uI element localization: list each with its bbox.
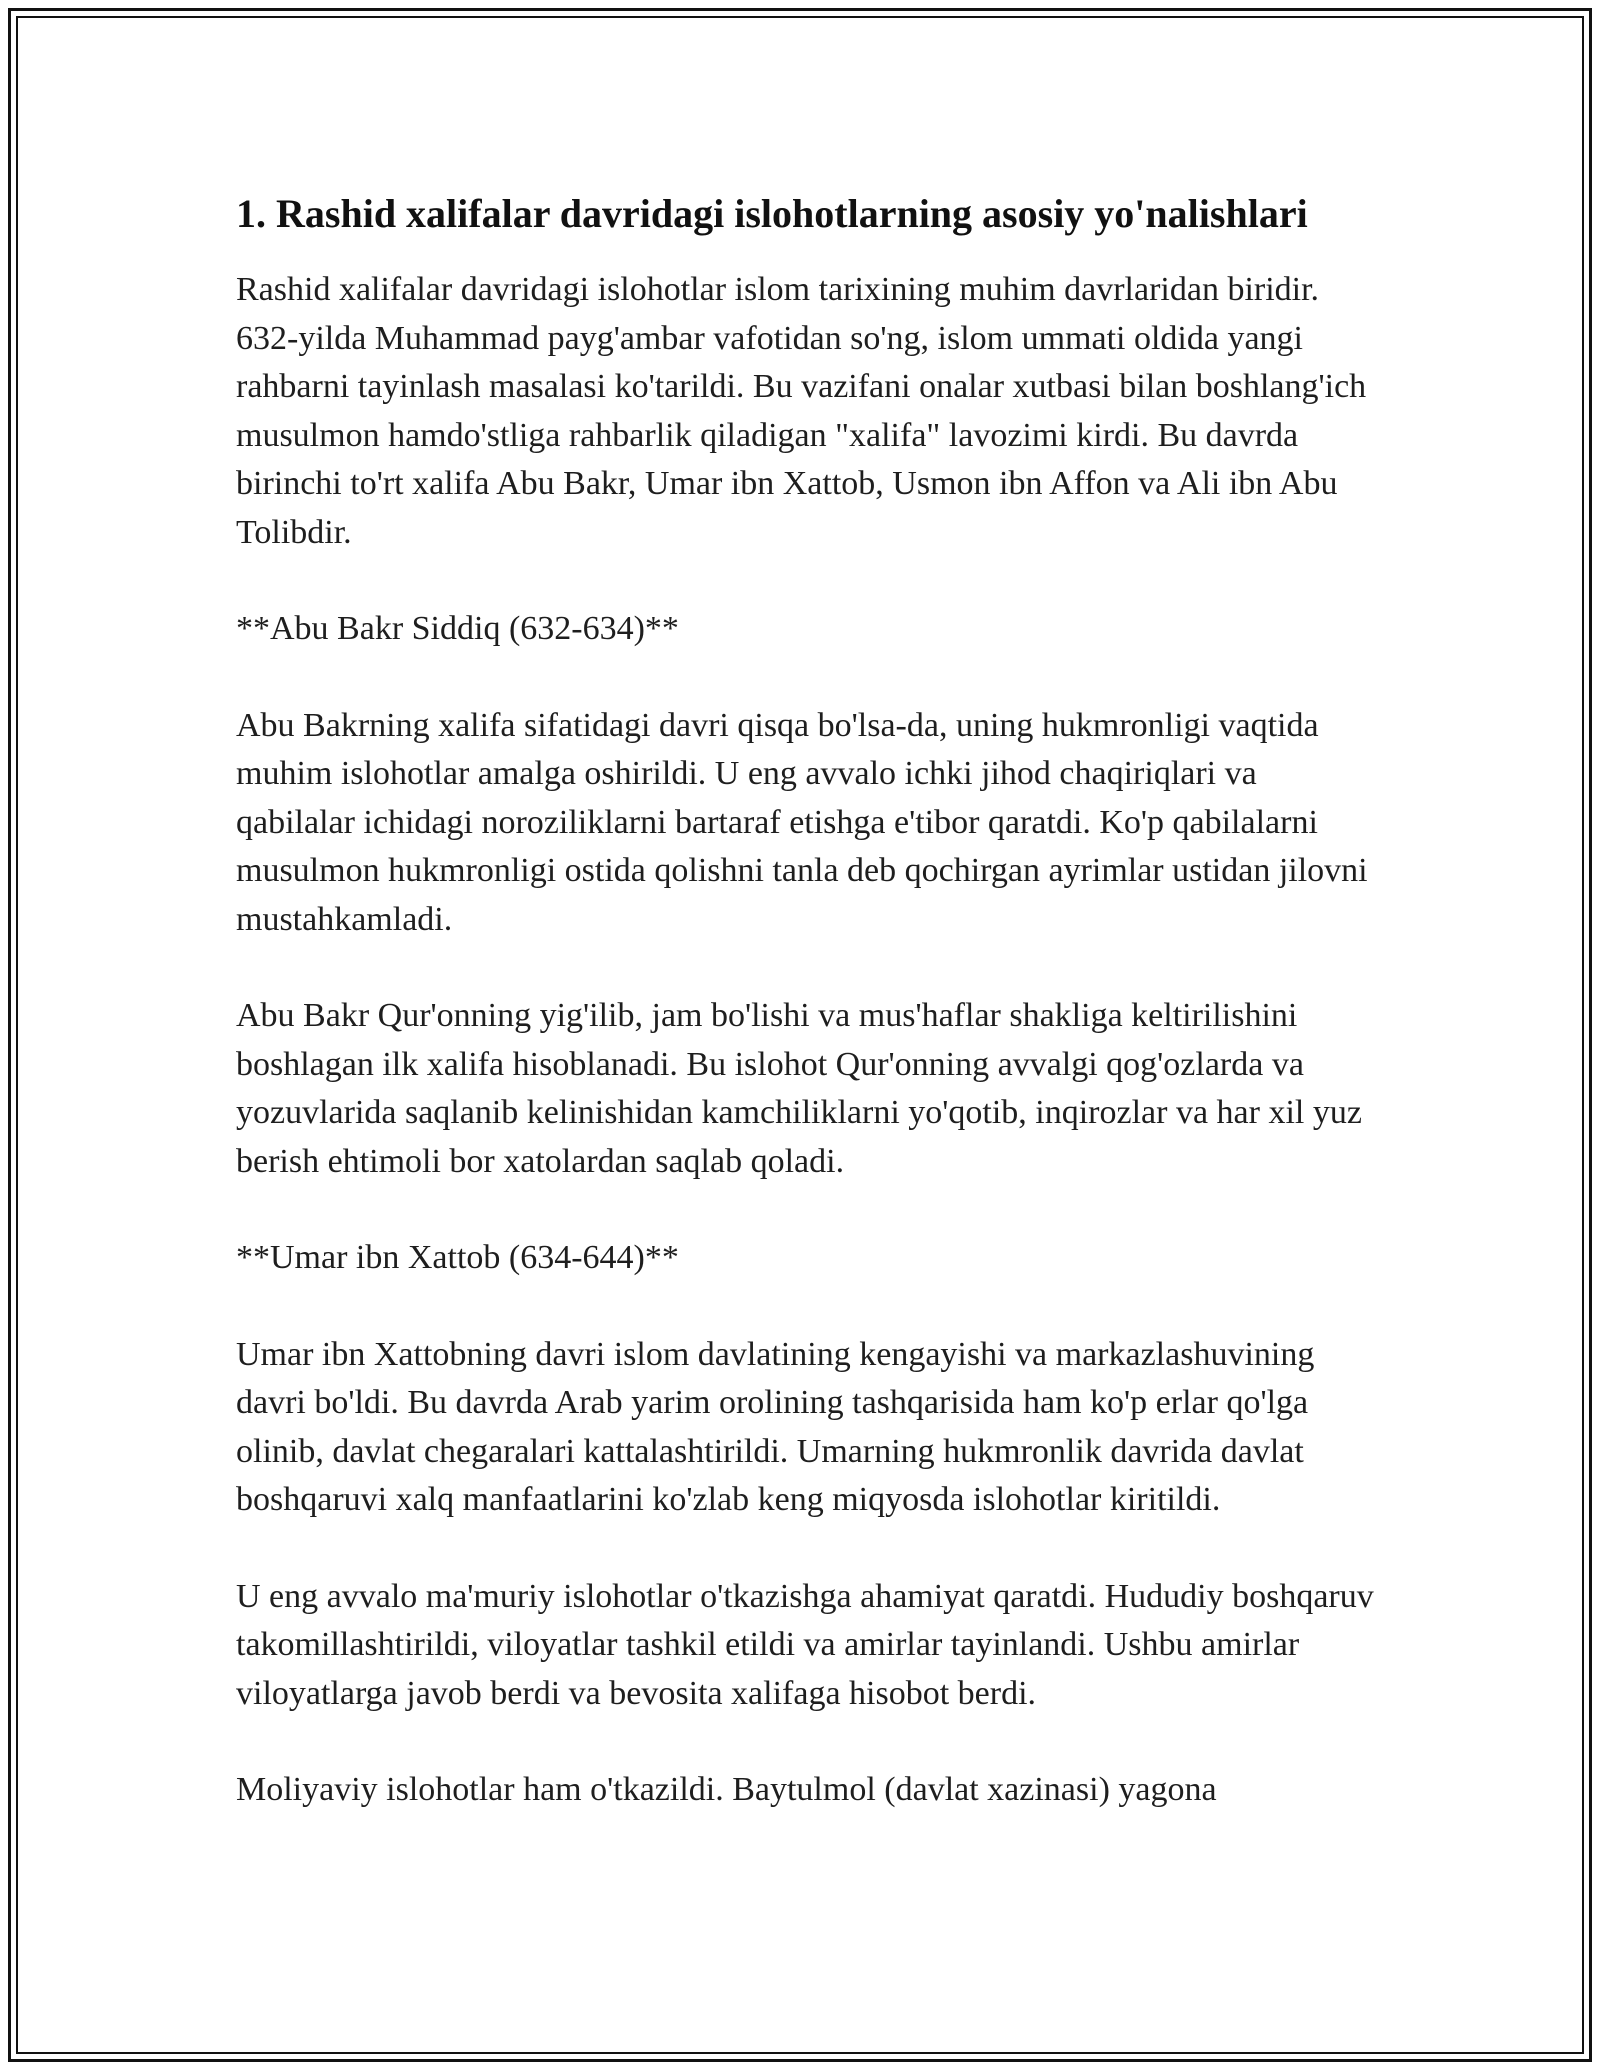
section-heading-umar: **Umar ibn Xattob (634-644)** (236, 1239, 679, 1276)
document-title: 1. Rashid xalifalar davridagi islohotlarning asosiy yo'nalishlari (236, 191, 1308, 236)
paragraph-umar-administration: U eng avvalo ma'muriy islohotlar o'tkazishga ahamiyat qaratdi. Hududiy boshqaruv takomillashtirildi, viloyatlar tashkil etildi va amirlar tayinlandi. Ushbu amirlar viloyatlarga javob berdi va bevosita xalifaga hisobot berdi. (236, 1577, 1374, 1712)
paragraph-abu-bakr-reign: Abu Bakrning xalifa sifatidagi davri qisqa bo'lsa-da, uning hukmronligi vaqtida muhim islohotlar amalga oshirildi. U eng avvalo ichki jihod chaqiriqlari va qabilalar ichidagi noroziliklarni bartaraf etishga e'tibor qaratdi. Ko'p qabilalarni musulmon hukmronligi ostida qolishni tanla deb qochirgan ayrimlar ustidan jilovni mustahkamladi. (236, 706, 1368, 938)
section-heading-abu-bakr: **Abu Bakr Siddiq (632-634)** (236, 610, 679, 647)
document-body (236, 188, 1376, 1815)
paragraph-umar-reign: Umar ibn Xattobning davri islom davlatining kengayishi va markazlashuvining davri bo'ldi. Bu davrda Arab yarim orolining tashqarisida ham ko'p erlar qo'lga olinib, davlat chegaralari kattalashtirildi. Umarning hukmronlik davrida davlat boshqaruvi xalq manfaatlarini ko'zlab keng miqyosda islohotlar kiritildi. (236, 1335, 1315, 1518)
paragraph-abu-bakr-quran: Abu Bakr Qur'onning yig'ilib, jam bo'lishi va mus'haflar shakliga keltirilishini boshlagan ilk xalifa hisoblanadi. Bu islohot Qur'onning avvalgi qog'ozlarda va yozuvlarida saqlanib kelinishidan kamchiliklarni yo'qotib, inqirozlar va har xil yuz berish ehtimoli bor xatolardan saqlab qoladi. (236, 997, 1362, 1180)
paragraph-intro: Rashid xalifalar davridagi islohotlar islom tarixining muhim davrlaridan biridir. 632-yilda Muhammad payg'ambar vafotidan so'ng, islom ummati oldida yangi rahbarni tayinlash masalasi ko'tarildi. Bu vazifani onalar xutbasi bilan boshlang'ich musulmon hamdo'stliga rahbarlik qiladigan "xalifa" lavozimi kirdi. Bu davrda birinchi to'rt xalifa Abu Bakr, Umar ibn Xattob, Usmon ibn Affon va Ali ibn Abu Tolibdir. (236, 271, 1367, 551)
paragraph-umar-finance: Moliyaviy islohotlar ham o'tkazildi. Baytulmol (davlat xazinasi) yagona (236, 1771, 1217, 1808)
